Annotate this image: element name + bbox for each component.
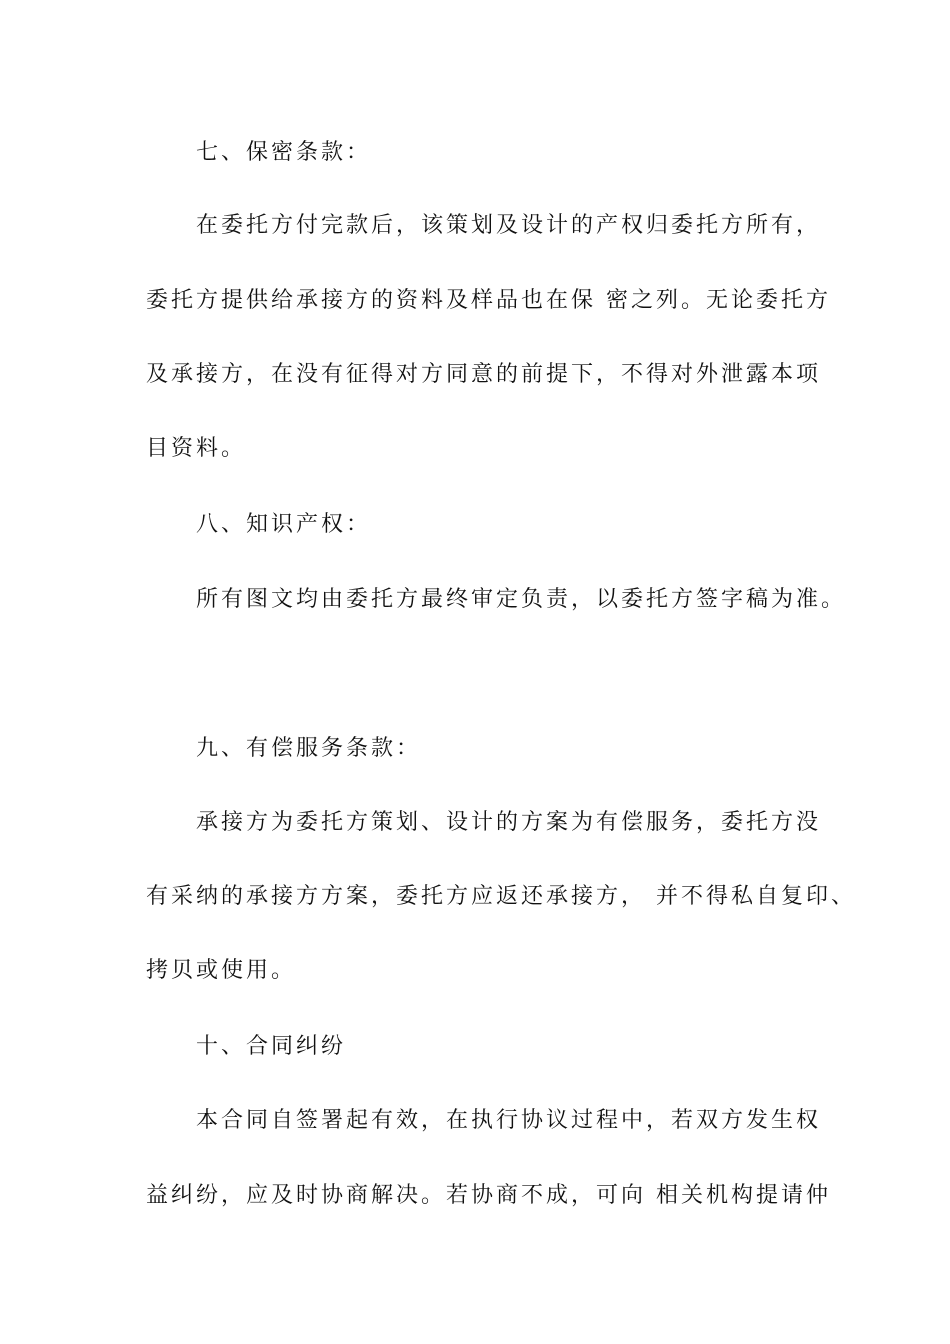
paragraph-line: 目资料。 [146,436,247,461]
paragraph-line: 所有图文均由委托方最终审定负责，以委托方签字稿为准。 [196,587,847,612]
paragraph-line: 承接方为委托方策划、设计的方案为有偿服务，委托方没 [196,810,822,835]
section-heading-contract-dispute: 十、合同纠纷 [196,1034,347,1059]
paragraph-line: 有采纳的承接方方案，委托方应返还承接方， 并不得私自复印、 [146,884,856,909]
paragraph-line: 拷贝或使用。 [146,958,297,983]
section-heading-confidentiality: 七、保密条款： [196,140,372,165]
paragraph-line: 益纠纷，应及时协商解决。若协商不成，可向 相关机构提请仲 [146,1183,831,1208]
paragraph-line: 在委托方付完款后，该策划及设计的产权归委托方所有， [196,213,822,238]
section-heading-intellectual-property: 八、知识产权： [196,512,372,537]
paragraph-line: 及承接方，在没有征得对方同意的前提下，不得对外泄露本项 [146,362,822,387]
section-heading-paid-service: 九、有偿服务条款： [196,736,422,761]
paragraph-line: 委托方提供给承接方的资料及样品也在保 密之列。无论委托方 [146,288,831,313]
paragraph-line: 本合同自签署起有效，在执行协议过程中，若双方发生权 [196,1108,822,1133]
